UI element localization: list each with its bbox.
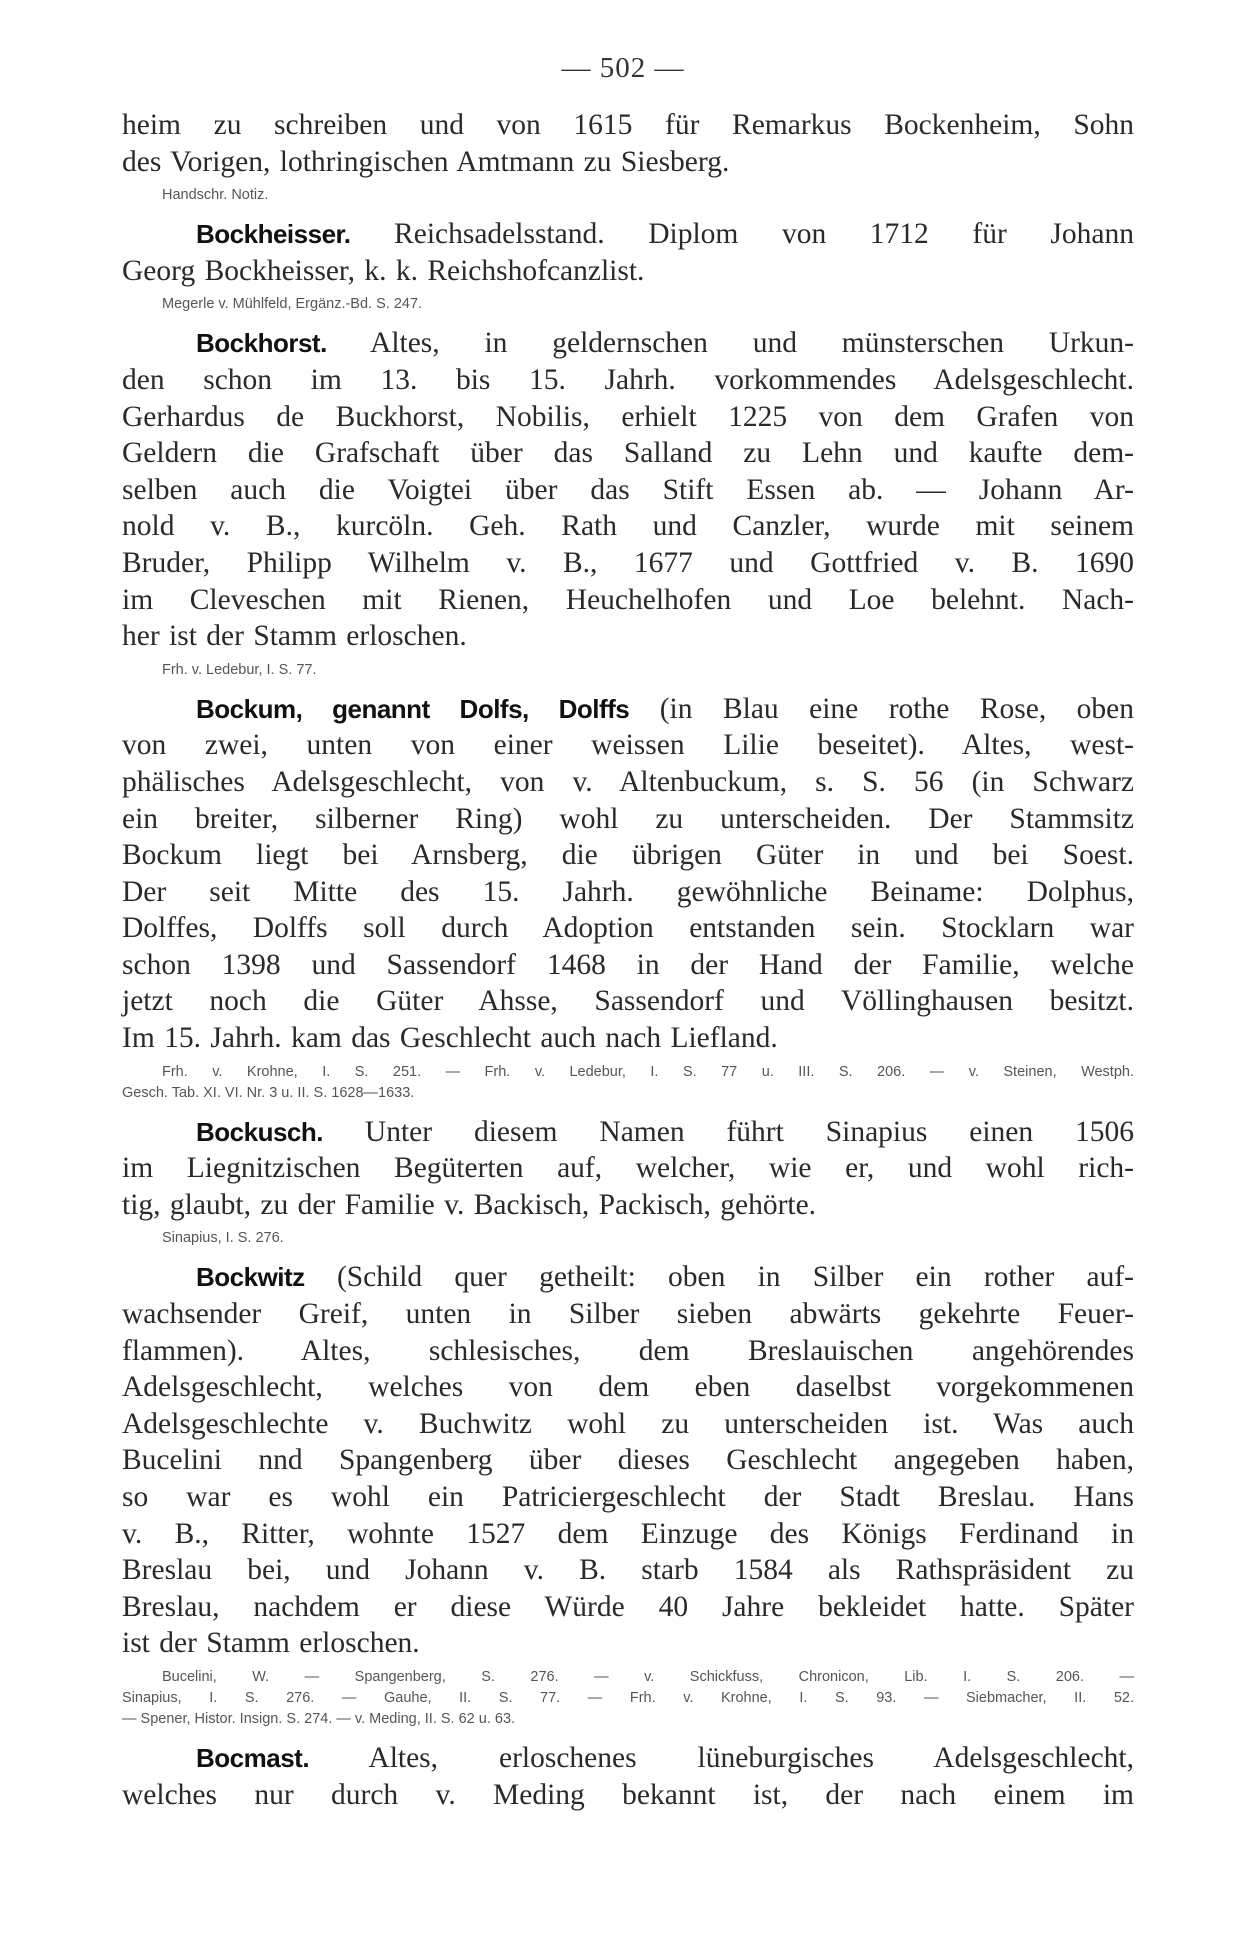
- entry-paragraph: [122, 325, 1134, 654]
- line-text: Geldern die Grafschaft über das Salland zu Lehn und kaufte dem-: [122, 437, 1134, 470]
- line-text: Altes, erloschenes lüneburgisches Adelsgeschlecht,: [368, 1741, 1135, 1774]
- line-text: Breslau bei, und Johann v. B. starb 1584 als Rathspräsident zu: [122, 1554, 1134, 1587]
- line-text: ist der Stamm erloschen.: [122, 1627, 420, 1660]
- line-text: schon 1398 und Sassendorf 1468 in der Hand der Familie, welche: [122, 948, 1134, 981]
- line-text: Altes, in geldernschen und münsterschen Urkun-: [370, 327, 1135, 360]
- text-line: [122, 1552, 1134, 1589]
- citation-line: Bucelini, W. — Spangenberg, S. 276. — v. Schickfuss, Chronicon, Lib. I. S. 206. —: [162, 1668, 1134, 1685]
- line-text: Der seit Mitte des 15. Jahrh. gewöhnliche Beiname: Dolphus,: [122, 875, 1134, 908]
- entry-headword: Bockhorst.: [196, 328, 327, 359]
- citation-line: — Spener, Histor. Insign. S. 274. — v. Meding, II. S. 62 u. 63.: [122, 1710, 516, 1727]
- text-line: [122, 1150, 1134, 1187]
- line-text: Dolffes, Dolffs soll durch Adoption entstanden sein. Stocklarn war: [122, 912, 1134, 945]
- citation-line: Sinapius, I. S. 276. — Gauhe, II. S. 77. — Frh. v. Krohne, I. S. 93. — Siebmacher, II. 52.: [122, 1689, 1134, 1706]
- entry-paragraph: [122, 1740, 1134, 1813]
- text-line: [122, 144, 1134, 181]
- line-text: im Liegnitzischen Begüterten auf, welcher, wie er, und wohl rich-: [122, 1152, 1134, 1185]
- text-line: [122, 435, 1134, 472]
- line-text: Breslau, nachdem er diese Würde 40 Jahre bekleidet hatte. Später: [122, 1590, 1134, 1623]
- line-text: tig, glaubt, zu der Familie v. Backisch, Packisch, gehörte.: [122, 1188, 817, 1221]
- citation-line: Sinapius, I. S. 276.: [162, 1230, 284, 1247]
- line-text: flammen). Altes, schlesisches, dem Breslauischen angehörendes: [122, 1334, 1134, 1367]
- entry-headword: Bockum, genannt Dolfs, Dolffs: [196, 693, 630, 724]
- text-line: [122, 362, 1134, 399]
- line-text: jetzt noch die Güter Ahsse, Sassendorf und Völlinghausen besitzt.: [122, 985, 1134, 1018]
- line-text: Im 15. Jahrh. kam das Geschlecht auch nach Liefland.: [122, 1022, 778, 1055]
- entry-headword: Bockwitz: [196, 1262, 305, 1293]
- line-text: (Schild quer getheilt: oben in Silber ein rother auf-: [336, 1261, 1135, 1294]
- source-citation: [162, 185, 1134, 206]
- entry-paragraph: [122, 1259, 1134, 1662]
- text-line: [122, 1740, 1134, 1777]
- text-line: [122, 399, 1134, 436]
- page-number: — 502 —: [561, 52, 685, 84]
- line-text: Georg Bockheisser, k. k. Reichshofcanzlist.: [122, 254, 645, 287]
- line-text: (in Blau eine rothe Rose, oben: [659, 692, 1135, 725]
- source-citation: [122, 1062, 1134, 1104]
- line-text: Bockum liegt bei Arnsberg, die übrigen Güter in und bei Soest.: [122, 839, 1134, 872]
- line-text: Reichsadelsstand. Diplom von 1712 für Johann: [394, 218, 1134, 251]
- line-text: Bucelini nnd Spangenberg über dieses Geschlecht angegeben haben,: [122, 1444, 1134, 1477]
- line-text: Adelsgeschlechte v. Buchwitz wohl zu unterscheiden ist. Was auch: [122, 1407, 1134, 1440]
- line-text: den schon im 13. bis 15. Jahrh. vorkommendes Adelsgeschlecht.: [122, 363, 1134, 396]
- text-line: [122, 1187, 1134, 1224]
- entry-paragraph: [122, 691, 1134, 1057]
- text-line: [122, 545, 1134, 582]
- entry-paragraph: [122, 1114, 1134, 1224]
- source-citation: [122, 1667, 1134, 1730]
- text-line: [122, 1333, 1134, 1370]
- line-text: heim zu schreiben und von 1615 für Remarkus Bockenheim, Sohn: [122, 109, 1134, 141]
- line-text: v. B., Ritter, wohnte 1527 dem Einzuge des Königs Ferdinand in: [122, 1517, 1134, 1550]
- text-line: [122, 582, 1134, 619]
- line-text: nold v. B., kurcöln. Geh. Rath und Canzler, wurde mit seinem: [122, 510, 1134, 543]
- line-text: Gerhardus de Buckhorst, Nobilis, erhielt 1225 von dem Grafen von: [122, 400, 1134, 433]
- page-body: [122, 107, 1134, 1813]
- citation-line: Gesch. Tab. XI. VI. Nr. 3 u. II. S. 1628—1633.: [122, 1084, 415, 1101]
- text-line: [122, 1296, 1134, 1333]
- line-text: Unter diesem Namen führt Sinapius einen 1506: [364, 1115, 1134, 1148]
- text-line: [122, 216, 1134, 253]
- line-text: phälisches Adelsgeschlecht, von v. Altenbuckum, s. S. 56 (in Schwarz: [122, 765, 1134, 798]
- text-line: [122, 1406, 1134, 1443]
- citation-line: Handschr. Notiz.: [162, 187, 269, 204]
- text-line: [122, 764, 1134, 801]
- citation-line: Frh. v. Ledebur, I. S. 77.: [162, 661, 317, 678]
- text-line: [122, 618, 1134, 655]
- citation-line: Frh. v. Krohne, I. S. 251. — Frh. v. Ledebur, I. S. 77 u. III. S. 206. — v. Steinen, Westph.: [162, 1063, 1134, 1080]
- source-citation: [162, 1228, 1134, 1249]
- citation-line: Megerle v. Mühlfeld, Ergänz.-Bd. S. 247.: [162, 296, 423, 313]
- text-line: [122, 874, 1134, 911]
- text-line: [122, 1114, 1134, 1151]
- line-text: so war es wohl ein Patriciergeschlecht der Stadt Breslau. Hans: [122, 1481, 1134, 1513]
- text-line: [122, 947, 1134, 984]
- text-line: [122, 837, 1134, 874]
- entry-headword: Bockusch.: [196, 1116, 323, 1147]
- text-line: [122, 1442, 1134, 1479]
- text-line: [122, 1479, 1134, 1516]
- line-text: wachsender Greif, unten in Silber sieben abwärts gekehrte Feuer-: [122, 1298, 1134, 1331]
- entry-headword: Bocmast.: [196, 1742, 310, 1773]
- text-line: [122, 325, 1134, 362]
- source-citation: [162, 294, 1134, 315]
- entry-paragraph: [122, 216, 1134, 289]
- text-line: [122, 472, 1134, 509]
- text-line: [122, 1516, 1134, 1553]
- text-line: [122, 1369, 1134, 1406]
- text-line: [122, 983, 1134, 1020]
- continuation-paragraph: [122, 107, 1134, 180]
- text-line: [122, 508, 1134, 545]
- line-text: von zwei, unten von einer weissen Lilie beseitet). Altes, west-: [122, 729, 1134, 762]
- line-text: Bruder, Philipp Wilhelm v. B., 1677 und Gottfried v. B. 1690: [122, 546, 1134, 579]
- text-line: [122, 691, 1134, 728]
- text-line: [122, 1020, 1134, 1057]
- text-line: [122, 1589, 1134, 1626]
- entry-headword: Bockheisser.: [196, 219, 351, 250]
- text-line: [122, 1777, 1134, 1814]
- line-text: im Cleveschen mit Rienen, Heuchelhofen und Loe belehnt. Nach-: [122, 583, 1134, 616]
- text-line: [122, 253, 1134, 290]
- text-line: [122, 1625, 1134, 1662]
- text-line: [122, 910, 1134, 947]
- line-text: her ist der Stamm erloschen.: [122, 620, 467, 653]
- document-page: [122, 52, 1134, 1813]
- text-line: [122, 107, 1134, 144]
- line-text: des Vorigen, lothringischen Amtmann zu Siesberg.: [122, 145, 730, 178]
- text-line: [122, 801, 1134, 838]
- line-text: ein breiter, silberner Ring) wohl zu unterscheiden. Der Stammsitz: [122, 802, 1134, 835]
- line-text: Adelsgeschlecht, welches von dem eben daselbst vorgekommenen: [122, 1371, 1134, 1404]
- source-citation: [162, 660, 1134, 681]
- line-text: selben auch die Voigtei über das Stift Essen ab. — Johann Ar-: [122, 473, 1134, 506]
- text-line: [122, 727, 1134, 764]
- text-line: [122, 1259, 1134, 1296]
- line-text: welches nur durch v. Meding bekannt ist, der nach einem im: [122, 1778, 1134, 1811]
